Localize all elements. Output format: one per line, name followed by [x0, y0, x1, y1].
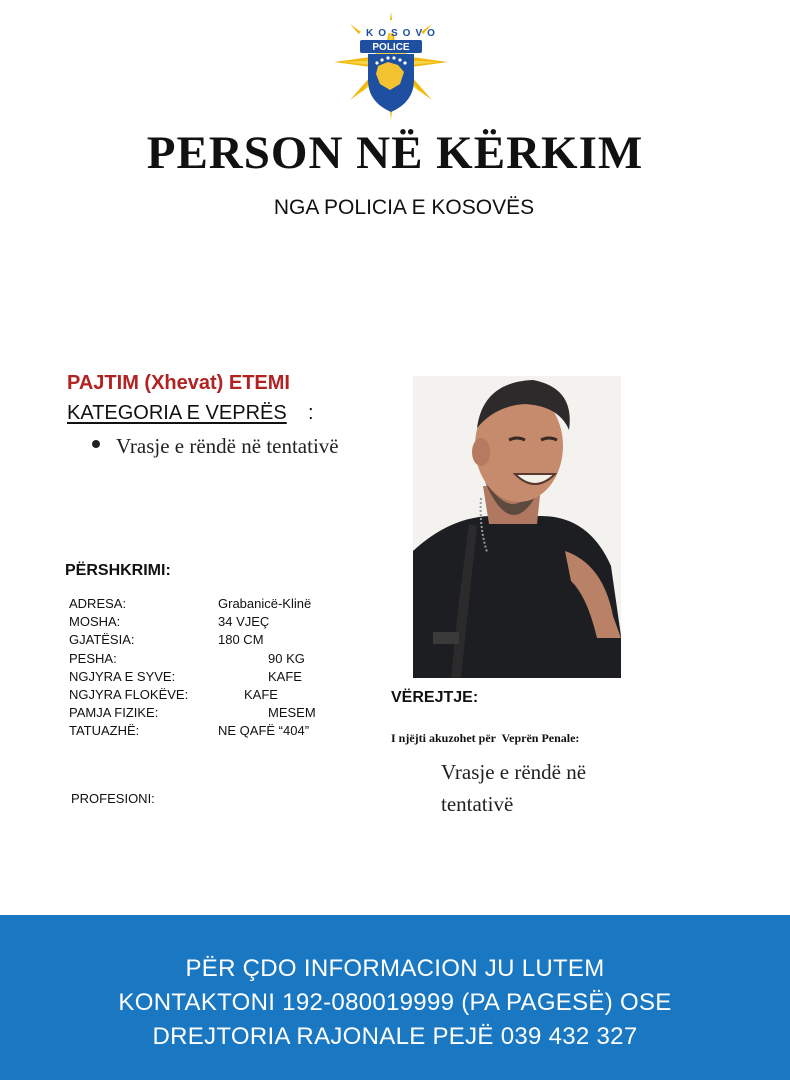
profession-label: PROFESIONI:	[71, 791, 155, 806]
page-subtitle: NGA POLICIA E KOSOVËS	[273, 196, 535, 219]
category-heading: KATEGORIA E VEPRËS	[67, 402, 287, 424]
row-value-address: Grabanicë-Klinë	[218, 596, 312, 611]
row-label-address: ADRESA:	[69, 596, 127, 611]
row-label-age: MOSHA:	[69, 614, 121, 629]
row-label-height: GJATËSIA:	[69, 632, 135, 647]
footer-line-3: DREJTORIA RAJONALE PEJË 039 432 327	[152, 1023, 638, 1050]
row-value-weight: 90 KG	[268, 651, 305, 666]
notes-text: Vrasje e rëndë në tentativë	[441, 760, 587, 816]
row-value-height: 180 CM	[218, 632, 264, 647]
row-label-build: PAMJA FIZIKE:	[69, 705, 159, 720]
logo-top-text: KOSOVO	[366, 28, 440, 39]
notes-subheading: I njëjti akuzohet për Veprën Penale:	[391, 731, 580, 745]
row-value-build: MESEM	[268, 705, 316, 720]
row-value-eye-color: KAFE	[268, 669, 302, 684]
row-label-eye-color: NGJYRA E SYVE:	[69, 669, 176, 684]
person-name: PAJTIM (Xhevat) ETEMI	[67, 372, 290, 394]
row-value-age: 34 VJEÇ	[218, 614, 270, 629]
row-value-tattoos: NE QAFË “404”	[218, 723, 310, 738]
footer-line-2: KONTAKTONI 192-080019999 (PA PAGESË) OSE	[118, 989, 672, 1016]
row-value-hair-color: KAFE	[244, 687, 278, 702]
person-photo	[413, 376, 621, 678]
category-item: Vrasje e rëndë në tentativë	[116, 434, 339, 458]
notes-heading: VËREJTJE:	[391, 689, 479, 706]
contact-footer	[0, 915, 790, 1080]
bullet-icon	[92, 440, 100, 448]
footer-line-1: PËR ÇDO INFORMACION JU LUTEM	[185, 955, 605, 982]
kosovo-police-logo	[332, 10, 450, 122]
row-label-hair-color: NGJYRA FLOKËVE:	[69, 687, 189, 702]
shield-icon	[368, 54, 414, 112]
page-title: PERSON NË KËRKIM	[146, 127, 644, 179]
row-label-tattoos: TATUAZHË:	[69, 723, 140, 738]
description-heading: PËRSHKRIMI:	[65, 562, 171, 579]
logo-band-text: POLICE	[372, 42, 410, 53]
category-colon: :	[308, 402, 314, 424]
row-label-weight: PESHA:	[69, 651, 117, 666]
